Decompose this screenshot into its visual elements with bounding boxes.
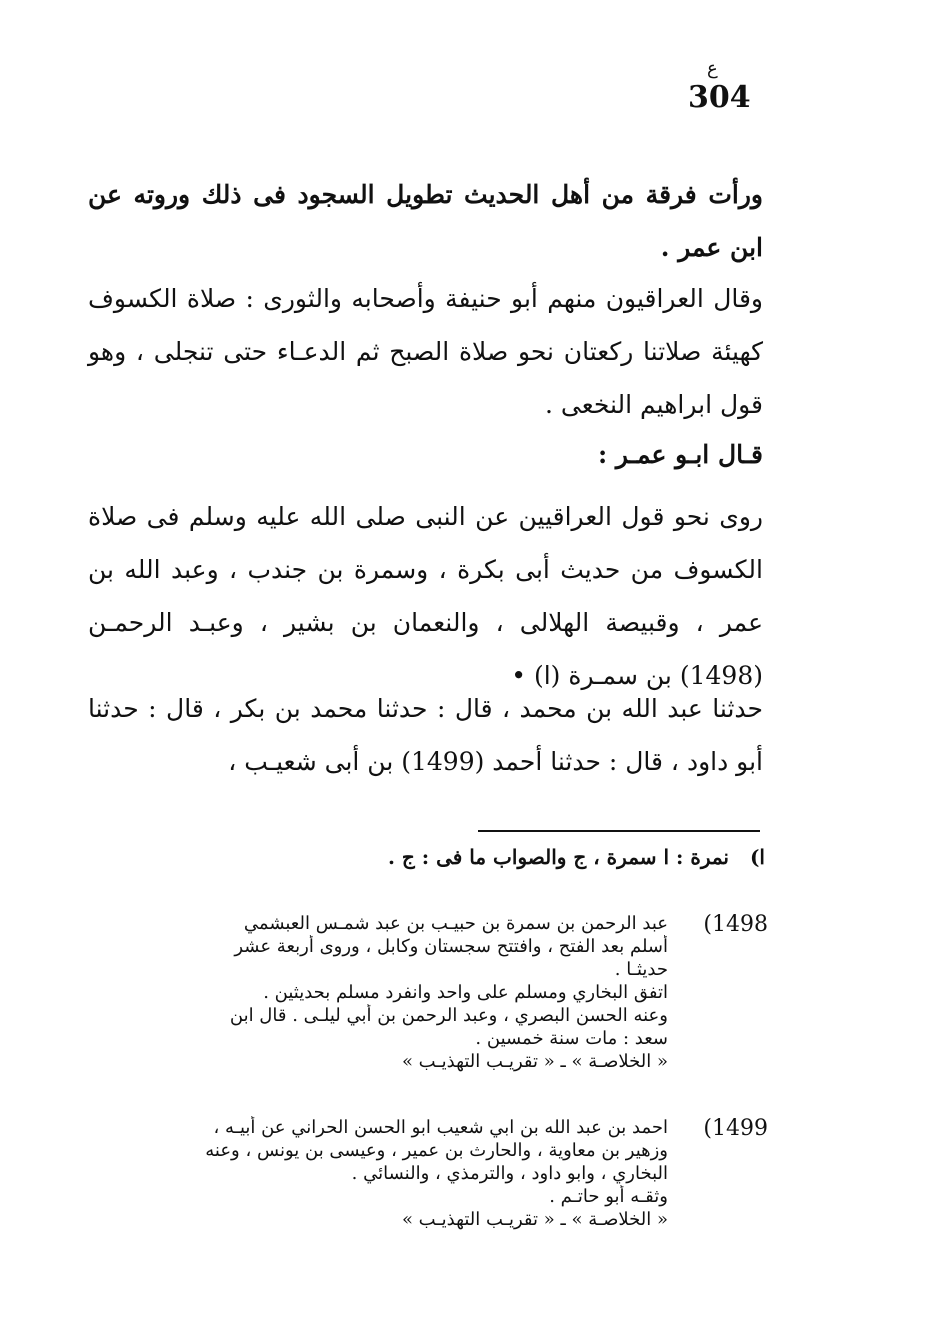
- bio-note-number: 1498): [703, 912, 768, 937]
- paragraph-2: وقال العراقيون منهم أبو حنيفة وأصحابه والثورى : صلاة الكسوف كهيئة صلاتنا ركعتان نحو صلاة الصبح ثم الدعـاء حتى تنجلى ، وهو قول ابراهيم النخعى .: [88, 284, 763, 419]
- paragraph-4: حدثنا عبد الله بن محمد ، قال : حدثنا محمد بن بكر ، قال : حدثنا أبو داود ، قال : حدثنا أحمد (1499) بن أبى شعيـب ،: [88, 694, 763, 776]
- footnote: [300, 845, 765, 869]
- paragraph-3: روى نحو قول العراقيين عن النبى صلى الله عليه وسلم فى صلاة الكسوف من حديث أبى بكرة ، وسمرة بن جندب ، وعبد الله بن عمر ، وقبيصة الهلالى ، والنعمان بن بشير ، وعبـد الرحمـن (1498) بن سمـرة (ا) •: [88, 502, 763, 690]
- footnote-text: نمرة : ا سمرة ، ج والصواب ما فى : ج .: [387, 845, 729, 869]
- page-number: 304: [688, 80, 751, 115]
- bio-note-line: اتفق البخاري ومسلم على واحد وانفرد مسلم بحديثين .: [263, 982, 668, 1003]
- bio-note-line: وعنه الحسن البصري ، وعبد الرحمن بن أبي ليلـى . قال ابن: [229, 1005, 668, 1026]
- bio-note-line: احمد بن عبد الله بن ابي شعيب ابو الحسن الحراني عن أبيـه ،: [213, 1117, 668, 1138]
- bio-note-line: وثقـه أبو حاتـم .: [549, 1186, 668, 1207]
- bio-note-line: عبد الرحمن بن سمرة بن حبيـب بن عبد شمـس العبشمي: [243, 913, 668, 934]
- bio-note-number: 1499): [703, 1116, 768, 1141]
- paragraph-1: ورأت فرقة من أهل الحديث تطويل السجود فى ذلك وروته عن ابن عمر .: [88, 180, 763, 262]
- bio-note-line: وزهير بن معاوية ، والحارث بن عمير ، وعيسى بن يونس ، وعنه: [205, 1140, 668, 1161]
- section-heading: قـال ابـو عمـر :: [597, 440, 763, 469]
- bio-note-line: أسلم بعد الفتح ، وافتتح سجستان وكابل ، وروى أربعة عشر: [234, 936, 668, 957]
- footnote-divider: [478, 830, 760, 832]
- bio-note-line: حديثـا .: [614, 959, 668, 980]
- bio-note-line: « الخلاصـة » ـ « تقريـب التهذيـب »: [401, 1209, 668, 1230]
- bio-note-line: « الخلاصـة » ـ « تقريـب التهذيـب »: [401, 1051, 668, 1072]
- bio-note-line: البخاري ، وابو داود ، والترمذي ، والنسائي .: [351, 1163, 668, 1184]
- footnote-marker: ا): [749, 845, 765, 869]
- corner-mark: ع: [707, 58, 718, 79]
- bio-note-line: سعد : مات سنة خمسين .: [475, 1028, 668, 1049]
